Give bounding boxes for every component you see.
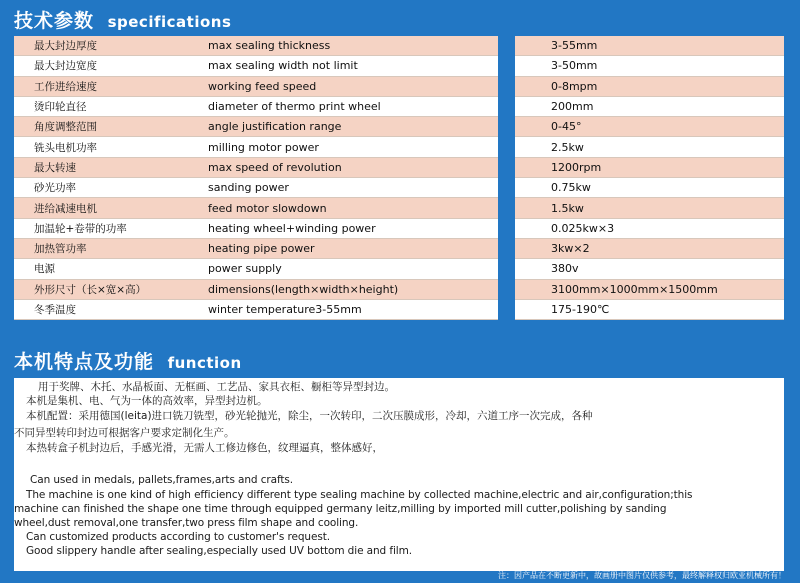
- function-en-line: wheel,dust removal,one transfer,two press film shape and cooling.: [14, 517, 359, 529]
- function-zh-line: 用于奖牌、木托、水晶板面、无框画、工艺品、家具衣柜、橱柜等异型封边。: [38, 381, 395, 393]
- spec-value: 0.025kw×3: [515, 218, 784, 238]
- spec-label-en: diameter of thermo print wheel: [184, 96, 498, 116]
- spec-value: 1.5kw: [515, 198, 784, 218]
- spec-value-row: [515, 279, 784, 299]
- footnote: 注：因产品在不断更新中，故画册中图片仅供参考，最终解释权归欧亚机械所有！: [498, 571, 786, 580]
- spec-label-zh: 砂光功率: [14, 178, 184, 198]
- function-title-zh: 本机特点及功能: [14, 351, 155, 373]
- spec-value: 3-55mm: [515, 36, 784, 56]
- spec-value: 3-50mm: [515, 56, 784, 76]
- spec-value: 1200rpm: [515, 157, 784, 177]
- spec-value: 3100mm×1000mm×1500mm: [515, 279, 784, 299]
- spec-row: [14, 157, 498, 177]
- spec-value: 0-8mpm: [515, 76, 784, 96]
- spec-label-zh: 最大封边宽度: [14, 56, 184, 76]
- spec-value-row: [515, 198, 784, 218]
- spec-label-zh: 工作进给速度: [14, 76, 184, 96]
- spec-label-zh: 电源: [14, 259, 184, 279]
- spec-value-row: [515, 299, 784, 319]
- spec-value-row: [515, 96, 784, 116]
- function-zh-line: 本机是集机、电、气为一体的高效率，异型封边机。: [26, 395, 268, 407]
- function-heading: [14, 347, 242, 374]
- spec-value: 2.5kw: [515, 137, 784, 157]
- spec-label-en: winter temperature3-55mm: [184, 299, 498, 319]
- spec-value-row: [515, 137, 784, 157]
- spec-label-zh: 加温轮+卷带的功率: [14, 218, 184, 238]
- function-en-line: The machine is one kind of high efficiency different type sealing machine by collected machine,electric and air,configuration;this: [26, 489, 693, 501]
- spec-row: [14, 198, 498, 218]
- function-zh-line: 本机配置：采用德国(leita)进口铣刀铣型，砂光轮抛光，除尘，一次转印，二次压膜成形，冷却，六道工序一次完成，各种: [26, 410, 593, 422]
- spec-value: 380v: [515, 259, 784, 279]
- spec-row: [14, 36, 498, 56]
- spec-label-en: working feed speed: [184, 76, 498, 96]
- spec-label-zh: 铣头电机功率: [14, 137, 184, 157]
- function-en-line: machine can finished the shape one time through equipped germany leitz,milling by imported mill cutter,polishing by sanding: [14, 503, 667, 515]
- spec-label-zh: 加热管功率: [14, 238, 184, 258]
- spec-label-en: max sealing thickness: [184, 36, 498, 56]
- spec-row: [14, 56, 498, 76]
- spec-label-zh: 外形尺寸（长×宽×高）: [14, 279, 184, 299]
- function-description: [14, 378, 784, 571]
- spec-value-row: [515, 76, 784, 96]
- spec-row: [14, 96, 498, 116]
- spec-label-zh: 最大封边厚度: [14, 36, 184, 56]
- spec-value-row: [515, 238, 784, 258]
- spec-label-en: heating wheel+winding power: [184, 218, 498, 238]
- spec-row: [14, 299, 498, 319]
- function-title-en: function: [167, 354, 242, 372]
- spec-label-zh: 最大转速: [14, 157, 184, 177]
- function-en-line: Good slippery handle after sealing,especially used UV bottom die and film.: [26, 545, 412, 557]
- spec-row: [14, 76, 498, 96]
- spec-row: [14, 218, 498, 238]
- spec-value-row: [515, 259, 784, 279]
- function-en-line: Can customized products according to customer's request.: [26, 531, 330, 543]
- spec-label-en: max sealing width not limit: [184, 56, 498, 76]
- function-zh-line: 不同异型转印封边可根据客户要求定制化生产。: [14, 427, 235, 439]
- spec-label-en: dimensions(length×width×height): [184, 279, 498, 299]
- spec-label-en: feed motor slowdown: [184, 198, 498, 218]
- spec-label-en: power supply: [184, 259, 498, 279]
- spec-value: 175-190℃: [515, 299, 784, 319]
- function-en-line: Can used in medals, pallets,frames,arts and crafts.: [30, 474, 293, 486]
- spec-value-row: [515, 218, 784, 238]
- spec-row: [14, 117, 498, 137]
- spec-value: 200mm: [515, 96, 784, 116]
- spec-label-zh: 角度调整范围: [14, 117, 184, 137]
- function-zh-line: 本热转盒子机封边后，手感光滑，无需人工修边修色，纹理逼真，整体感好，: [26, 442, 383, 454]
- spec-value: 0-45°: [515, 117, 784, 137]
- spec-label-en: milling motor power: [184, 137, 498, 157]
- spec-value-row: [515, 117, 784, 137]
- spec-value: 0.75kw: [515, 178, 784, 198]
- specifications-title-zh: 技术参数: [14, 10, 95, 32]
- specifications-title-en: specifications: [107, 13, 232, 31]
- spec-value-row: [515, 157, 784, 177]
- spec-row: [14, 279, 498, 299]
- spec-label-zh: 进给减速电机: [14, 198, 184, 218]
- spec-label-en: max speed of revolution: [184, 157, 498, 177]
- spec-row: [14, 137, 498, 157]
- spec-row: [14, 238, 498, 258]
- spec-value-row: [515, 56, 784, 76]
- spec-row: [14, 259, 498, 279]
- spec-row: [14, 178, 498, 198]
- spec-value: 3kw×2: [515, 238, 784, 258]
- specifications-values-table: [515, 36, 784, 320]
- spec-label-en: sanding power: [184, 178, 498, 198]
- spec-value-row: [515, 36, 784, 56]
- spec-label-en: heating pipe power: [184, 238, 498, 258]
- spec-label-zh: 烫印轮直径: [14, 96, 184, 116]
- spec-label-zh: 冬季温度: [14, 299, 184, 319]
- spec-label-en: angle justification range: [184, 117, 498, 137]
- spec-value-row: [515, 178, 784, 198]
- specifications-heading: [14, 6, 231, 33]
- specifications-table: [14, 36, 498, 320]
